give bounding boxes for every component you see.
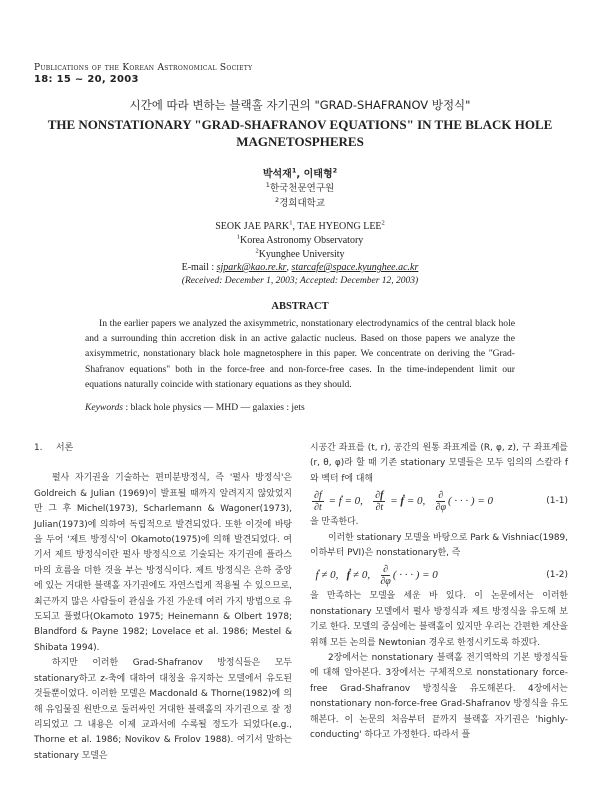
section-number: 1. bbox=[34, 443, 43, 453]
affil-kr-1-text: 한국천문연구원 bbox=[269, 183, 335, 194]
author-kr-2: 이태형 bbox=[303, 169, 333, 180]
received-dates: (Received: December 1, 2003; Accepted: December 12, 2003) bbox=[181, 276, 419, 286]
title-english bbox=[0, 116, 600, 150]
email-link-1[interactable]: sjpark@kao.re.kr bbox=[216, 262, 287, 273]
title-english-line1: THE NONSTATIONARY "GRAD-SHAFRANOV EQUATIONS" IN THE BLACK HOLE bbox=[47, 117, 553, 132]
title-english-line2: MAGNETOSPHERES bbox=[236, 134, 364, 149]
affiliation-en-1 bbox=[0, 235, 600, 246]
author-en-2-sup: 2 bbox=[381, 219, 385, 227]
left-column bbox=[34, 441, 292, 764]
keywords-line bbox=[85, 402, 515, 413]
affil-en-2-text: Kyunghee University bbox=[258, 249, 345, 260]
equation-1-2 bbox=[310, 564, 568, 587]
author-kr-2-sup: 2 bbox=[332, 166, 338, 175]
affil-en-2-sup: 2 bbox=[255, 247, 259, 255]
authors-english: SEOK JAE PARK$^1$, TAE HYEONG LEE$^2$ bbox=[215, 219, 385, 232]
affil-kr-2-text: 경희대학교 bbox=[279, 198, 326, 209]
affiliation-en-2 bbox=[0, 249, 600, 260]
intro-paragraph-1: 펄사 자기권을 기술하는 편미분방정식, 즉 '펄사 방정식'은 Goldreich & Julian (1969)이 발표될 때까지 알려지지 않았었지만 그 후 Michel(1973), Scharlemann & Wagoner(1973), Julian(1973)에 의하여 독립적으로 발견되었다. 또한 이것에 바탕을 두어 '제트 방정식'이 Okamoto(1975)에 의해 발견되었다. 여기서 제트 방정식이란 펄사 방정식으로 기술되는 자기권에 플라스마의 흐름을 더한 것을 부는 방정식이다. 제트 방정식은 은하 중앙에 있는 거대한 블랙홀 자기권에도 자연스럽게 적용될 수 있으므로, 최근까지 많은 사람들이 관심을 가진 가운데 여러 가지 방법으로 유도되고 풀렸다(Okamoto 1975; Heinemann & Olbert 1978; Blandford & Payne 1982; Lovelace et al. 1986; Mestel & Shibata 1994). bbox=[34, 473, 292, 653]
author-en-1: SEOK JAE PARK bbox=[215, 221, 290, 232]
email-line: E-mail : sjpark@kao.re.kr, starcafe@space.kyunghee.ac.kr bbox=[181, 262, 419, 273]
authors-korean: 박석재$^1$, 이태형$^2$ bbox=[262, 166, 338, 180]
affiliation-kr-2 bbox=[0, 195, 600, 209]
equation-1-2-tag: (1-2) bbox=[546, 570, 568, 581]
equation-1-1 bbox=[310, 490, 568, 513]
abstract-body: In the earlier papers we analyzed the axisymmetric, nonstationary electrodynamics of the central black hole and a surrounding thin accretion disk in an active galactic nucleus. Based on those papers we analyze the axisymmetric, nonstationary black hole magnetosphere in this paper. We concentrate on deriving the "Grad-Shafranov equations" both in the force-free and non-force-free cases. In the time-independent limit our equations naturally coincide with stationary equations as they should. bbox=[85, 318, 515, 390]
email-link-2[interactable]: starcafe@space.kyunghee.ac.kr bbox=[291, 262, 419, 273]
author-kr-1: 박석재 bbox=[262, 169, 292, 180]
equation-1-1-body: $\frac{\partial f}{\partial t}$ = ḟ = 0, $\frac{\partial f}{\partial t}$ = ḟ = 0, $\frac{\partial}{\partial\varphi}$ ( · · · ) = 0 bbox=[314, 490, 493, 514]
right-paragraph-4: 을 만족하는 모델을 세운 바 있다. 이 논문에서는 이러한 nonstationary 모델에서 펄사 방정식과 제트 방정식을 유도해 보기로 한다. 모델의 중심에는 블랙홀이 있지만 우리는 간편한 계산을 위해 모든 논의를 Newtonian 경우로 한정시키도록 하겠다. bbox=[310, 591, 568, 648]
author-en-1-sup: 1 bbox=[289, 219, 293, 227]
abstract-heading: ABSTRACT bbox=[271, 301, 329, 312]
equation-1-2-body: ḟ ≠ 0, ḟ ≠ 0, $\frac{\partial}{\partial\varphi}$ ( · · · ) = 0 bbox=[315, 564, 438, 588]
affil-en-1-sup: 1 bbox=[236, 233, 240, 241]
right-paragraph-3: 이러한 stationary 모델을 바탕으로 Park & Vishniac(1989, 이하부터 PVI)은 nonstationary한, 즉 bbox=[310, 532, 568, 559]
right-paragraph-2: 을 만족한다. bbox=[310, 517, 359, 528]
affiliation-kr-1 bbox=[0, 180, 600, 194]
intro-paragraph-2: 하지만 이러한 Grad-Shafranov 방정식들은 모두 stationary하고 z-축에 대하여 대칭을 유지하는 모델에서 유도된 것들뿐이었다. 이러한 모델은 Macdonald & Thorne(1982)에 의해 유입물질 원반으로 둘러싸인 거대한 블랙홀의 자기권으로 잘 정리되었고 그 내용은 이제 교과서에 수록될 정도가 되었다(e.g., Thorne et al. 1986; Novikov & Frolov 1988). 여기서 말하는 stationary 모델은 bbox=[34, 658, 292, 761]
journal-header bbox=[34, 62, 252, 86]
right-paragraph-5: 2장에서는 nonstationary 블랙홀 전기역학의 기본 방정식들에 대해 알아본다. 3장에서는 구체적으로 nonstationary force-free Grad-Shafranov 방정식을 유도해본다. 4장에서는 nonstationary non-force-free Grad-Shafranov 방정식을 유도해본다. 이 논문의 처음부터 끝까지 블랙홀 자기권은 'highly-conducting' 하다고 가정한다. 따라서 플 bbox=[310, 653, 568, 741]
equation-1-1-tag: (1-1) bbox=[546, 496, 568, 507]
affil-kr-2-sup: 2 bbox=[274, 195, 280, 204]
section-title: 서론 bbox=[56, 443, 74, 453]
right-paragraph-1: 시공간 좌표를 (t, r), 공간의 원통 좌표계를 (R, φ, z), 구 좌표계를 (r, θ, φ)라 할 때 기존 stationary 모델들은 모두 임의의 스칼라 f와 벡터 f에 대해 bbox=[310, 443, 568, 484]
keywords-text: : black hole physics — MHD — galaxies : jets bbox=[125, 402, 305, 413]
affil-kr-1-sup: 1 bbox=[265, 180, 270, 189]
section-heading bbox=[34, 441, 292, 456]
author-en-2: TAE HYEONG LEE bbox=[297, 221, 382, 232]
right-column bbox=[310, 441, 568, 744]
title-korean: 시간에 따라 변하는 블랙홀 자기권의 "GRAD-SHAFRANOV 방정식" bbox=[129, 98, 471, 112]
email-label: E-mail : bbox=[181, 262, 215, 273]
journal-name: Publications of the Korean Astronomical Society bbox=[34, 63, 253, 73]
journal-volume: 18: 15 ~ 20, 2003 bbox=[34, 74, 139, 85]
author-kr-1-sup: 1 bbox=[291, 166, 297, 175]
affil-en-1-text: Korea Astronomy Observatory bbox=[239, 235, 364, 246]
keywords-label: Keywords bbox=[85, 402, 124, 413]
